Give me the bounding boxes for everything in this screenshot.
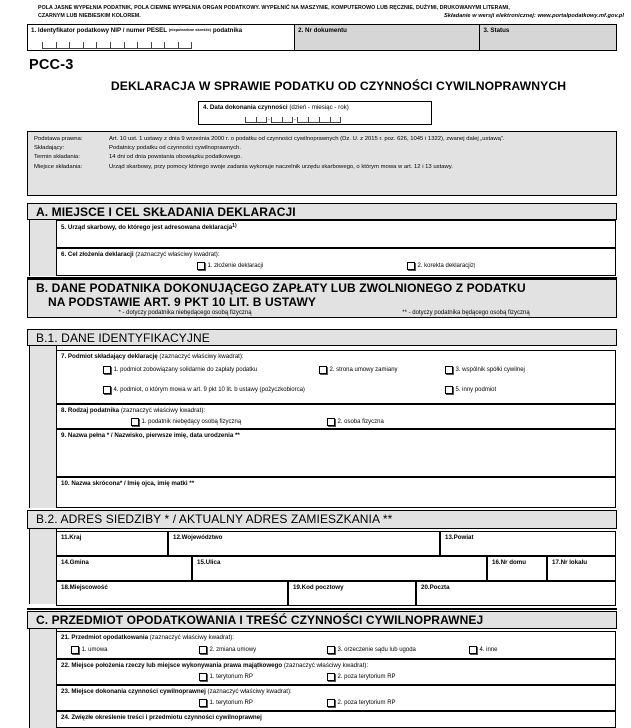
field-6-option-2-sup: 2) (470, 262, 476, 269)
legal-row (34, 144, 611, 152)
field-22-property-location[interactable] (56, 659, 616, 685)
checkbox-icon[interactable] (327, 699, 335, 707)
field-21-option-4[interactable] (469, 646, 498, 654)
field-12-label: 12.Województwo (173, 533, 223, 541)
section-a-title: A. MIEJSCE I CEL SKŁADANIA DEKLARACJI (36, 205, 296, 219)
section-c-gutter (29, 629, 57, 728)
field-24-transaction-description[interactable] (56, 711, 616, 728)
identification-header-row (27, 24, 617, 51)
legal-key: Miejsce składania: (34, 163, 83, 170)
field-23-label: 23. Miejsce dokonania czynności cywilnoprawnej (zaznaczyć właściwy kwadrat): (61, 687, 292, 695)
field-5-tax-office[interactable] (56, 220, 616, 248)
instructions-line-1: POLA JASNE WYPEŁNIA PODATNIK, POLA CIEMNE WYPEŁNIA ORGAN PODATKOWY. WYPEŁNIĆ NA MASZYNIE, KOMPUTEROWO LUB RĘCZNIE, DUŻYMI, DRUKOWANYMI LITERAMI, (38, 5, 510, 11)
field-7-option-4-label: 4. podmiot, o którym mowa w art. 9 pkt 10 lit. b ustawy (pożyczkobiorca) (113, 386, 305, 393)
field-7-option-4[interactable] (103, 386, 305, 394)
checkbox-icon[interactable] (445, 386, 453, 394)
field-20-label: 20.Poczta (421, 583, 450, 591)
legal-row (34, 153, 611, 161)
field-13-county[interactable] (440, 531, 616, 556)
field-14-label: 14.Gmina (61, 558, 89, 566)
field-21-option-3-label: 3. orzeczenie sądu lub ugoda (337, 646, 416, 653)
legal-row (34, 135, 611, 143)
checkbox-icon[interactable] (327, 646, 335, 654)
checkbox-icon[interactable] (131, 418, 139, 426)
field-18-city[interactable] (56, 581, 288, 606)
field-5-label: 5. Urząd skarbowy, do którego jest adresowana deklaracja$^{1)}$ (61, 222, 237, 231)
legal-row (34, 163, 611, 171)
form-code: PCC-3 (29, 57, 74, 73)
section-b2-gutter (29, 529, 57, 604)
field-2-document-number (295, 25, 480, 50)
page-title (0, 79, 631, 93)
field-14-commune[interactable] (56, 556, 192, 581)
field-6-purpose[interactable] (56, 248, 616, 276)
section-b-header (27, 279, 617, 318)
field-10-label: 10. Nazwa skrócona* / Imię ojca, imię matki ** (61, 479, 195, 487)
field-16-house-number[interactable] (487, 556, 547, 581)
field-21-label: 21. Przedmiot opodatkowania (zaznaczyć właściwy kwadrat): (61, 633, 234, 641)
field-6-option-1[interactable] (197, 262, 263, 270)
legal-key: Podstawa prawna: (34, 136, 83, 142)
field-22-option-2[interactable] (327, 673, 396, 681)
field-21-option-2[interactable] (199, 646, 256, 654)
field-17-label: 17.Nr lokalu (552, 558, 588, 566)
field-7-option-5[interactable] (445, 386, 496, 394)
checkbox-icon[interactable] (103, 386, 111, 394)
field-23-option-1[interactable] (199, 699, 253, 707)
field-6-option-1-label: 1. złożenie deklaracji (207, 262, 264, 269)
field-7-option-3-label: 3. wspólnik spółki cywilnej (455, 366, 525, 373)
section-a-gutter (29, 220, 57, 276)
legal-value: Art. 10 ust. 1 ustawy z dnia 9 września 2000 r. o podatku od czynności cywilnoprawnych (Dz. U. z 2015 r. poz. 626, 1045 i 1322), zwanej dalej „ustawą”. (109, 136, 505, 142)
field-22-option-1-label: 1. terytorium RP (209, 673, 253, 680)
e-submission-note: Składanie w wersji elektronicznej: www.portalpodatkowy.mf.gov.pl (444, 12, 624, 19)
legal-value: Urząd skarbowy, przy pomocy którego swoje zadania wykonuje naczelnik urzędu skarbowego, o którym mowa w art. 12 i 13 ustawy. (109, 163, 453, 170)
checkbox-icon[interactable] (407, 262, 415, 270)
checkbox-icon[interactable] (445, 366, 453, 374)
checkbox-icon[interactable] (199, 699, 207, 707)
field-16-label: 16.Nr domu (492, 558, 527, 566)
checkbox-icon[interactable] (327, 673, 335, 681)
field-13-label: 13.Powiat (445, 533, 474, 541)
field-6-option-2-label: 2. korekta deklaracji (417, 262, 471, 269)
field-21-option-1[interactable] (71, 646, 108, 654)
field-7-label: 7. Podmiot składający deklarację (zaznaczyć właściwy kwadrat): (61, 352, 244, 360)
field-22-option-1[interactable] (199, 673, 253, 681)
field-19-label: 19.Kod pocztowy (293, 583, 344, 591)
field-7-option-1-label: 1. podmiot zobowiązany solidarnie do zapłaty podatku (113, 366, 258, 373)
checkbox-icon[interactable] (469, 646, 477, 654)
checkbox-icon[interactable] (319, 366, 327, 374)
legal-value: 14 dni od dnia powstania obowiązku podatkowego. (109, 154, 242, 161)
field-23-transaction-location[interactable] (56, 685, 616, 711)
field-21-taxation-subject[interactable] (56, 631, 616, 659)
legal-key: Składający: (34, 145, 65, 152)
field-8-label: 8. Rodzaj podatnika (zaznaczyć właściwy kwadrat): (61, 406, 206, 414)
field-7-option-5-label: 5. inny podmiot (455, 386, 497, 393)
field-10-short-name[interactable] (56, 477, 616, 508)
field-21-option-3[interactable] (327, 646, 416, 654)
subsection-b2-header: B.2. ADRES SIEDZIBY * / AKTUALNY ADRES ZAMIESZKANIA ** (27, 510, 617, 529)
field-4-label: 4. Data dokonania czynności (dzień - miesiąc - rok) (203, 104, 349, 111)
field-22-option-2-label: 2. poza terytorium RP (337, 673, 396, 680)
field-15-street[interactable] (192, 556, 487, 581)
section-a-header (27, 203, 617, 220)
instructions-line-2: CZARNYM LUB NIEBIESKIM KOLOREM. (38, 12, 141, 19)
page-title-text: DEKLARACJA W SPRAWIE PODATKU OD CZYNNOŚCI CYWILNOPRAWNYCH (110, 79, 567, 93)
field-3-status (480, 25, 616, 50)
field-9-full-name[interactable] (56, 429, 616, 477)
section-b1-gutter (29, 346, 57, 508)
section-c-header (27, 611, 617, 629)
section-b-note-right: ** - dotyczy podatnika będącego osobą fizyczną (402, 310, 530, 316)
section-b-title-line2: NA PODSTAWIE ART. 9 PKT 10 LIT. B USTAWY (48, 295, 317, 309)
legal-key: Termin składania: (34, 154, 80, 161)
field-1-character-boxes[interactable] (42, 42, 192, 49)
section-c-title: C. PRZEDMIOT OPODATKOWANIA I TREŚĆ CZYNNOŚCI CYWILNOPRAWNEJ (36, 613, 484, 627)
field-4-transaction-date[interactable] (198, 101, 432, 125)
field-3-label: 3. Status (483, 27, 510, 34)
field-19-postal-code[interactable] (288, 581, 416, 606)
field-11-country[interactable] (56, 531, 168, 556)
field-23-option-2-label: 2. poza terytorium RP (337, 699, 396, 706)
field-8-option-2[interactable] (327, 418, 384, 426)
field-23-option-1-label: 1. terytorium RP (209, 699, 253, 706)
field-23-option-2[interactable] (327, 699, 396, 707)
field-8-taxpayer-type[interactable] (56, 404, 616, 429)
field-1-label: 1. Identyfikator podatkowy NIP / numer PESEL (niepotrzebne skreślić) podatnika (31, 27, 243, 34)
checkbox-icon[interactable] (71, 646, 79, 654)
field-21-option-1-label: 1. umowa (81, 646, 108, 653)
field-12-voivodeship[interactable] (168, 531, 440, 556)
field-6-option-2[interactable] (407, 262, 475, 270)
field-8-option-2-label: 2. osoba fizyczna (337, 418, 384, 425)
field-24-label: 24. Zwięzłe określenie treści i przedmiotu czynności cywilnoprawnej (61, 713, 262, 721)
section-b-title-line1: B. DANE PODATNIKA DOKONUJĄCEGO ZAPŁATY LUB ZWOLNIONEGO Z PODATKU (36, 281, 526, 295)
field-18-label: 18.Miejscowość (61, 583, 108, 591)
subsection-b1-header: B.1. DANE IDENTYFIKACYJNE (27, 329, 617, 346)
field-21-option-2-label: 2. zmiana umowy (209, 646, 257, 653)
checkbox-icon[interactable] (103, 366, 111, 374)
checkbox-icon[interactable] (197, 262, 205, 270)
field-11-label: 11.Kraj (61, 533, 82, 541)
field-20-post-office[interactable] (416, 581, 616, 606)
field-8-option-1[interactable] (131, 418, 241, 426)
legal-value: Podatnicy podatku od czynności cywilnoprawnych. (109, 145, 241, 152)
field-7-option-2-label: 2. strona umowy zamiany (329, 366, 398, 373)
field-7-declaring-entity[interactable] (56, 350, 616, 404)
field-2-label: 2. Nr dokumentu (298, 27, 347, 34)
field-21-option-4-label: 4. inne (479, 646, 498, 653)
field-9-label: 9. Nazwa pełna * / Nazwisko, pierwsze imię, data urodzenia ** (61, 431, 240, 439)
legal-basis-panel (27, 131, 617, 196)
section-b-note-left: * - dotyczy podatnika niebędącego osobą fizyczną (118, 310, 252, 316)
field-7-option-1[interactable] (103, 366, 257, 374)
checkbox-icon[interactable] (199, 673, 207, 681)
top-instructions (38, 5, 624, 20)
field-7-option-3[interactable] (445, 366, 525, 374)
checkbox-icon[interactable] (327, 418, 335, 426)
field-15-label: 15.Ulica (197, 558, 221, 566)
checkbox-icon[interactable] (199, 646, 207, 654)
field-1-tax-identifier[interactable] (28, 25, 295, 50)
field-6-label: 6. Cel złożenia deklaracji (zaznaczyć właściwy kwadrat): (61, 250, 220, 258)
field-4-date-boxes[interactable]: - - (245, 117, 341, 123)
field-17-apartment-number[interactable] (547, 556, 616, 581)
field-7-option-2[interactable] (319, 366, 398, 374)
field-22-label: 22. Miejsce położenia rzeczy lub miejsce wykonywania prawa majątkowego (zaznaczyć właściwy kwadrat): (61, 661, 369, 669)
field-8-option-1-label: 1. podatnik niebędący osobą fizyczną (141, 418, 242, 425)
